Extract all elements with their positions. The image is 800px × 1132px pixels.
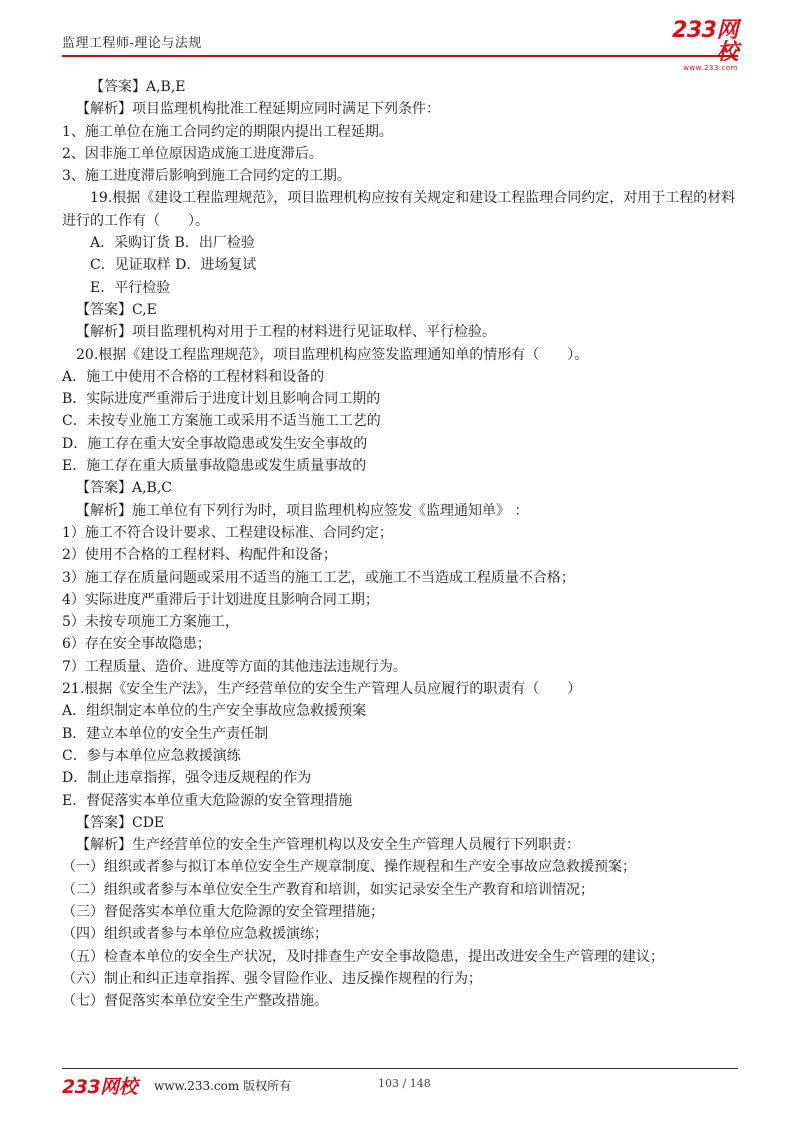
list-item: （五）检查本单位的安全生产状况，及时排查生产安全事故隐患，提出改进安全生产管理的建议； bbox=[62, 948, 664, 965]
list-item: 1、施工单位在施工合同约定的期限内提出工程延期。 bbox=[62, 123, 393, 140]
footer-logo: 233网校 bbox=[62, 1076, 138, 1098]
logo-url: www.233.com bbox=[683, 64, 738, 72]
list-item: 3）施工存在质量问题或采用不适当的施工工艺，或施工不当造成工程质量不合格； bbox=[62, 569, 575, 586]
page-footer bbox=[62, 1072, 738, 1098]
page-number: 103 / 148 bbox=[378, 1077, 431, 1090]
list-item: 2、因非施工单位原因造成施工进度滞后。 bbox=[62, 145, 323, 162]
option-line: A．组织制定本单位的生产安全事故应急救援预案 bbox=[62, 703, 367, 720]
option-line: B．建立本单位的安全生产责任制 bbox=[62, 725, 269, 742]
question-20: 20.根据《建设工程监理规范》，项目监理机构应签发监理通知单的情形有（ ）。 bbox=[76, 346, 589, 363]
answer-line: 【答案】A,B,E bbox=[90, 79, 186, 95]
logo-text: 233网校 bbox=[672, 18, 738, 65]
list-item: （二）组织或者参与本单位安全生产教育和培训，如实记录安全生产教育和培训情况； bbox=[62, 881, 594, 898]
analysis-line: 【解析】项目监理机构批准工程延期应同时满足下列条件： bbox=[76, 101, 440, 118]
footer-divider bbox=[62, 1068, 738, 1069]
option-line: C．未按专业施工方案施工或采用不适当施工工艺的 bbox=[62, 413, 381, 430]
option-line: A．采购订货 B．出厂检验 bbox=[90, 235, 255, 252]
list-item: （四）组织或者参与本单位应急救援演练； bbox=[62, 926, 328, 943]
answer-line: 【答案】CDE bbox=[76, 814, 165, 831]
option-line: D．施工存在重大安全事故隐患或发生安全事故的 bbox=[62, 435, 368, 452]
option-line: E．督促落实本单位重大危险源的安全管理措施 bbox=[62, 792, 353, 809]
header-divider bbox=[62, 55, 738, 57]
answer-line: 【答案】C,E bbox=[76, 301, 157, 318]
option-line: C．参与本单位应急救援演练 bbox=[62, 747, 241, 764]
list-item: （七）督促落实本单位安全生产整改措施。 bbox=[62, 993, 328, 1010]
footer-copyright: www.233.com 版权所有 bbox=[154, 1079, 292, 1093]
option-line: E．平行检验 bbox=[90, 279, 171, 296]
page-header bbox=[62, 0, 738, 72]
list-item: （三）督促落实本单位重大危险源的安全管理措施； bbox=[62, 903, 384, 920]
list-item: （六）制止和纠正违章指挥、强令冒险作业、违反操作规程的行为； bbox=[62, 970, 482, 987]
option-line: A．施工中使用不合格的工程材料和设备的 bbox=[62, 368, 325, 385]
option-line: B．实际进度严重滞后于进度计划且影响合同工期的 bbox=[62, 391, 381, 408]
answer-line: 【答案】A,B,C bbox=[76, 480, 173, 497]
page-body bbox=[62, 76, 738, 1012]
option-line: E．施工存在重大质量事故隐患或发生质量事故的 bbox=[62, 458, 367, 475]
list-item: 1）施工不符合设计要求、工程建设标准、合同约定； bbox=[62, 524, 393, 541]
list-item: 5）未按专项施工方案施工， bbox=[62, 614, 239, 631]
list-item: 7）工程质量、造价、进度等方面的其他违法违规行为。 bbox=[62, 658, 407, 675]
document-title: 监理工程师-理论与法规 bbox=[62, 36, 202, 51]
option-line: C．见证取样 D．进场复试 bbox=[90, 257, 257, 274]
list-item: （一）组织或者参与拟订本单位安全生产规章制度、操作规程和生产安全事故应急救援预案； bbox=[62, 859, 636, 876]
list-item: 4）实际进度严重滞后于计划进度且影响合同工期； bbox=[62, 591, 379, 608]
question-21: 21.根据《安全生产法》，生产经营单位的安全生产管理人员应履行的职责有（ ） bbox=[62, 681, 582, 698]
list-item: 3、施工进度滞后影响到施工合同约定的工期。 bbox=[62, 168, 351, 185]
option-line: D．制止违章指挥，强令违反规程的作为 bbox=[62, 770, 312, 787]
brand-logo bbox=[652, 18, 738, 72]
list-item: 6）存在安全事故隐患； bbox=[62, 636, 211, 653]
analysis-line: 【解析】项目监理机构对用于工程的材料进行见证取样、平行检验。 bbox=[76, 324, 496, 341]
list-item: 2）使用不合格的工程材料、构配件和设备； bbox=[62, 547, 337, 564]
analysis-line: 【解析】生产经营单位的安全生产管理机构以及安全生产管理人员履行下列职责： bbox=[76, 837, 580, 854]
analysis-line: 【解析】施工单位有下列行为时，项目监理机构应签发《监理通知单》 ： bbox=[76, 502, 529, 519]
question-19: 19.根据《建设工程监理规范》，项目监理机构应按有关规定和建设工程监理合同约定，对用于工程的材料进行的工作有（ ）。 bbox=[62, 190, 736, 229]
